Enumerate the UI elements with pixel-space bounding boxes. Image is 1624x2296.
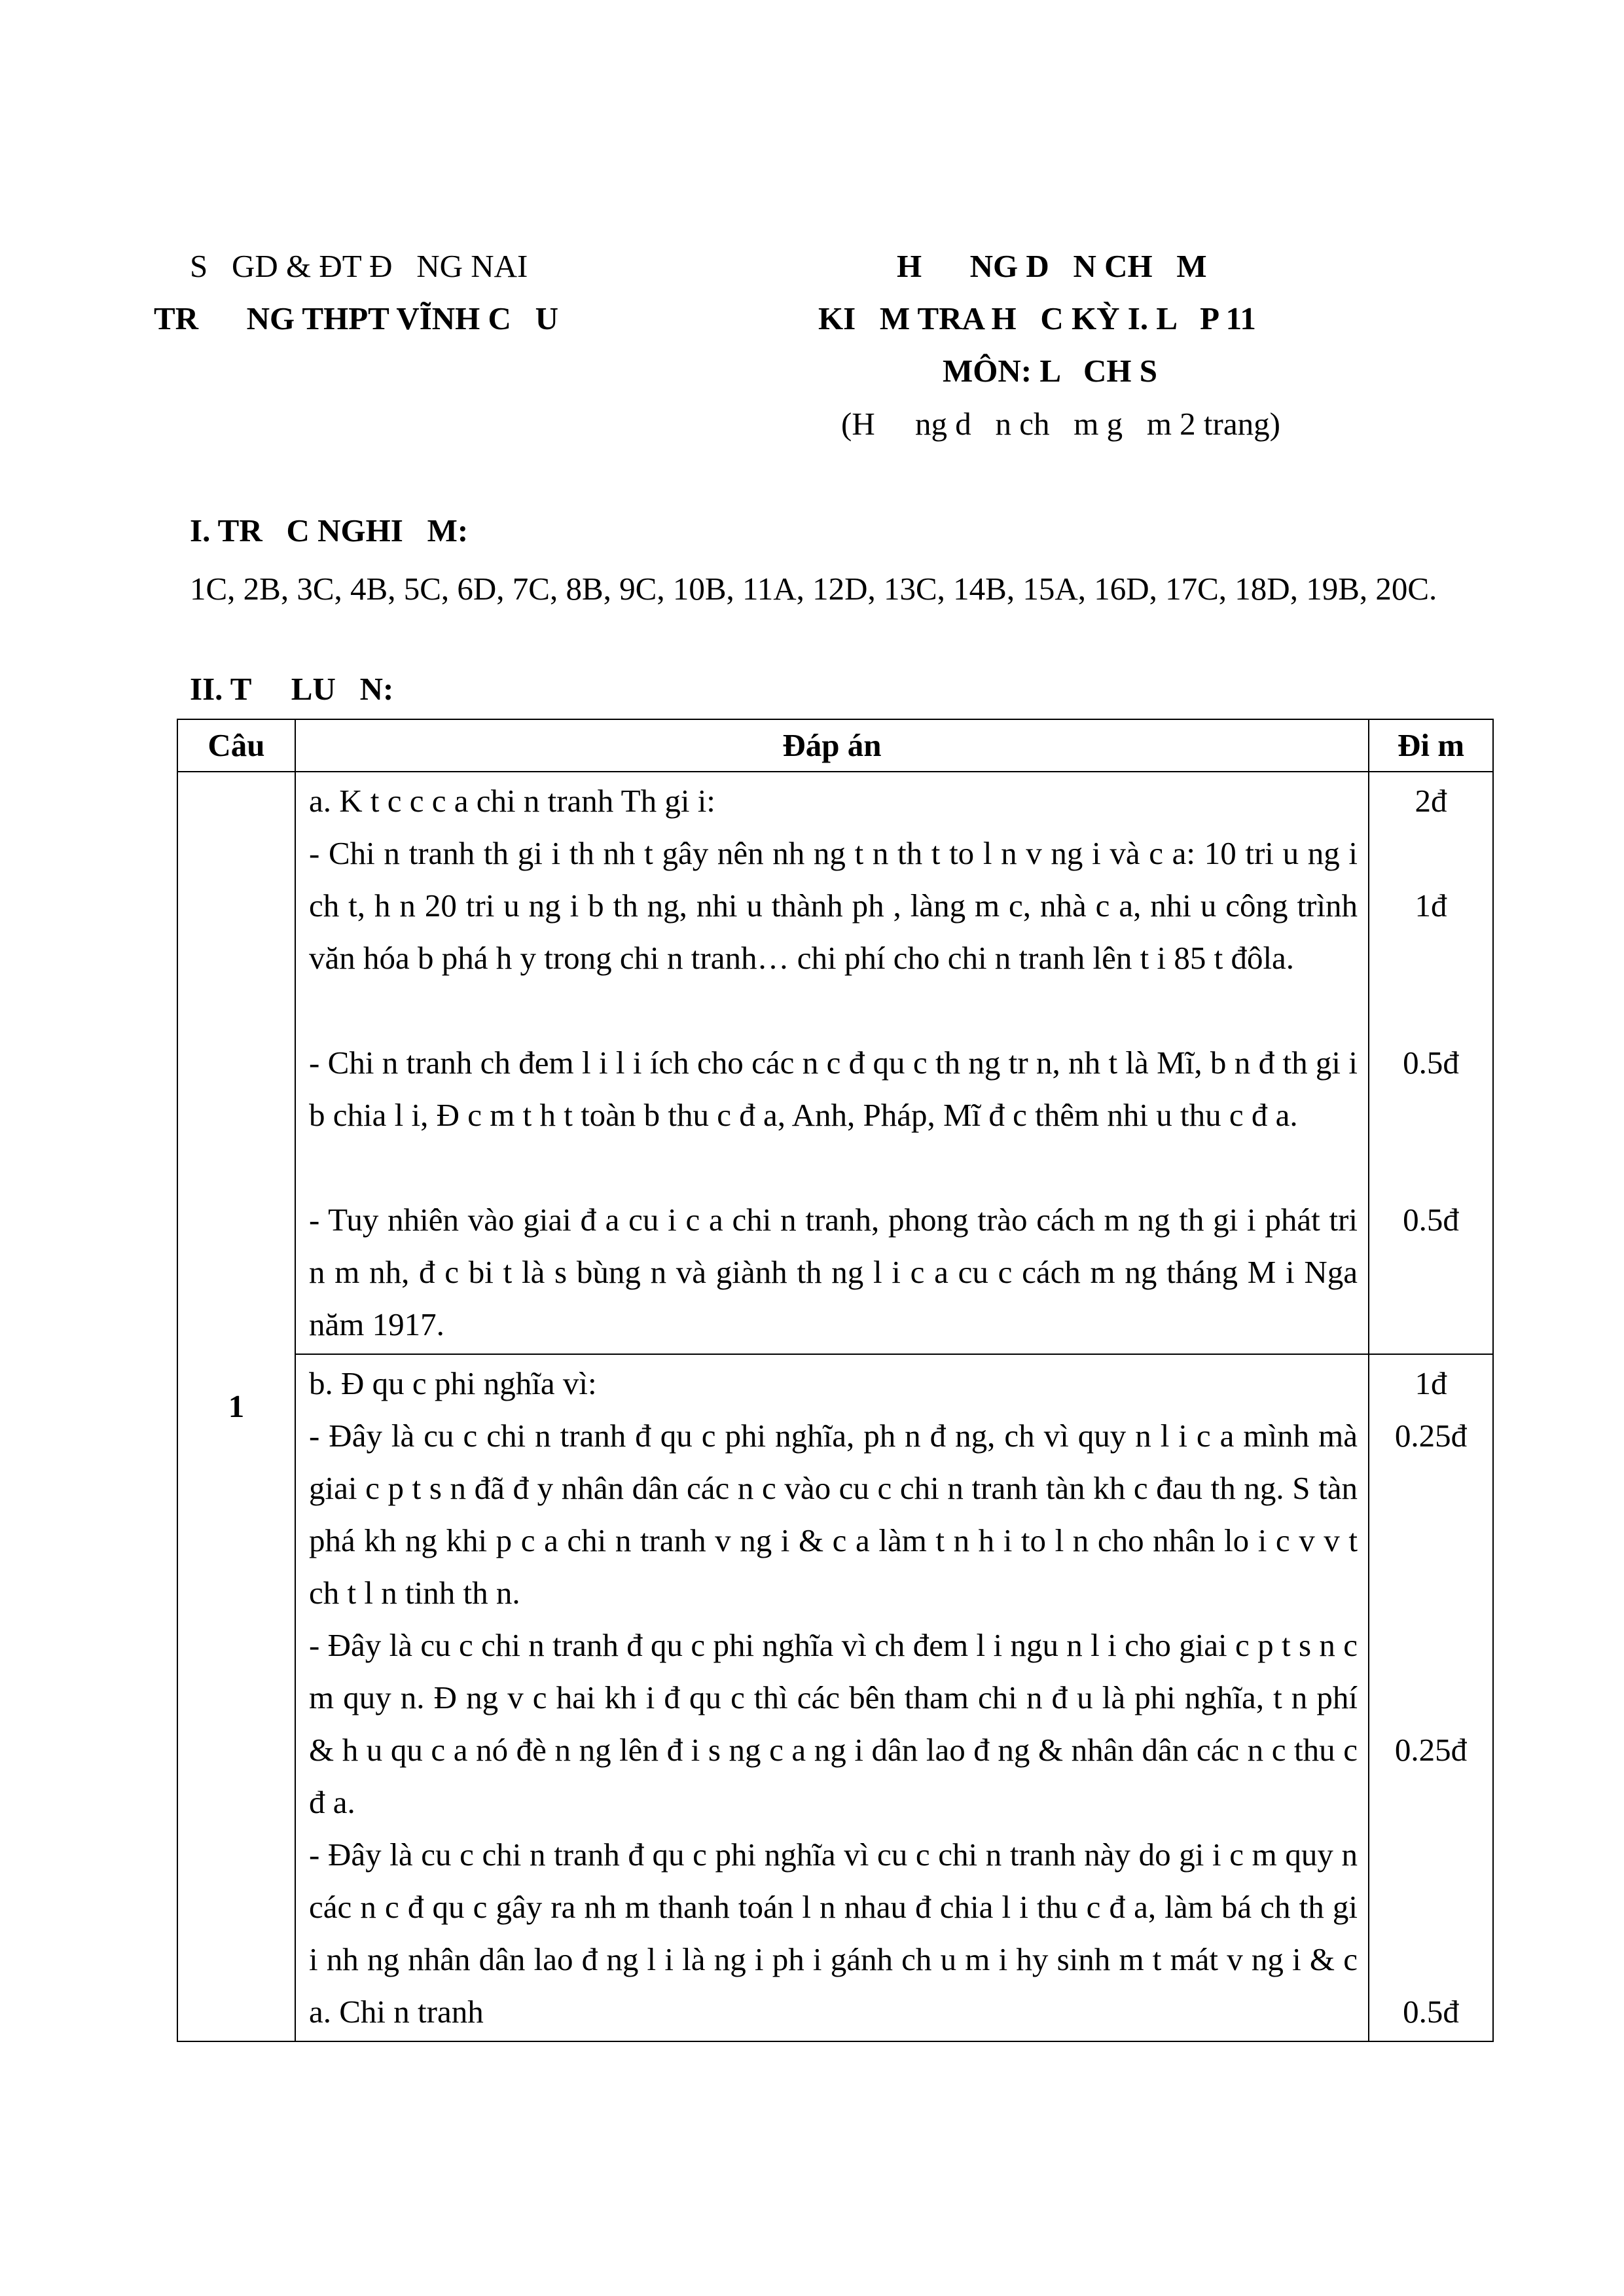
essay-heading: II. T LU N: bbox=[190, 671, 394, 707]
part-a-para-2: - Chi n tranh ch đem l i l i ích cho các n c đ qu c th ng tr n, nh t là Mĩ, b n đ th gi i b chia l i, Đ c m t h t toàn b thu c đ a, Anh, Pháp, Mĩ đ c thêm nhi u thu c đ a. bbox=[309, 1045, 1358, 1133]
document-title: H NG D N CH M bbox=[897, 248, 1207, 284]
part-a-heading: a. K t c c c a chi n tranh Th gi i: bbox=[309, 783, 715, 819]
part-a-heading-points: 2đ bbox=[1415, 783, 1447, 819]
table-row bbox=[177, 1354, 1493, 2041]
header-diem: Đi m bbox=[1369, 719, 1493, 772]
part-b-para-1: - Đây là cu c chi n tranh đ qu c phi nghĩa, ph n đ ng, ch vì quy n l i c a mình mà giai c p t s n đã đ y nhân dân các n c vào cu c chi n tranh tàn kh c đau th ng. S tàn phá kh ng khi p c a chi n tranh v ng i & c a làm t n h i to l n cho nhân lo i c v v t ch t l n tinh th n. bbox=[309, 1418, 1358, 1611]
part-a-content bbox=[295, 772, 1369, 1354]
part-b-para-1-points: 0.25đ bbox=[1394, 1418, 1468, 1454]
part-a-points bbox=[1369, 772, 1493, 1354]
part-b-points bbox=[1369, 1354, 1493, 2041]
part-a-para-1-points: 1đ bbox=[1415, 888, 1447, 924]
part-b-heading: b. Đ qu c phi nghĩa vì: bbox=[309, 1365, 597, 1401]
department-name: S GD & ĐT Đ NG NAI bbox=[190, 248, 528, 284]
part-a-para-3-points: 0.5đ bbox=[1403, 1202, 1459, 1238]
page-count-note: (H ng d n ch m g m 2 trang) bbox=[841, 406, 1280, 442]
multiple-choice-heading: I. TR C NGHI M: bbox=[190, 512, 469, 548]
subject-title: MÔN: L CH S bbox=[943, 353, 1158, 389]
part-a-para-3: - Tuy nhiên vào giai đ a cu i c a chi n tranh, phong trào cách m ng th gi i phát tri n m nh, đ c bi t là s bùng n và giành th ng l i c a cu c cách m ng tháng M i Nga năm 1917. bbox=[309, 1202, 1358, 1342]
answer-table bbox=[177, 719, 1494, 2042]
part-a-para-2-points: 0.5đ bbox=[1403, 1045, 1459, 1081]
table-header-row bbox=[177, 719, 1493, 772]
exam-title: KI M TRA H C KỲ I. L P 11 bbox=[818, 300, 1256, 336]
part-b-para-2: - Đây là cu c chi n tranh đ qu c phi nghĩa vì ch đem l i ngu n l i cho giai c p t s n c m quy n. Đ ng v c hai kh i đ qu c thì các bên tham chi n đ u là phi nghĩa, t n phí & h u qu c a nó đè n ng lên đ i s ng c a ng i dân lao đ ng & nhân dân các n c thu c đ a. bbox=[309, 1627, 1358, 1820]
table-row bbox=[177, 772, 1493, 1354]
header-dap-an: Đáp án bbox=[295, 719, 1369, 772]
part-b-para-2-points: 0.25đ bbox=[1394, 1732, 1468, 1768]
part-b-heading-points: 1đ bbox=[1415, 1365, 1447, 1401]
part-b-para-3: - Đây là cu c chi n tranh đ qu c phi nghĩa vì cu c chi n tranh này do gi i c m quy n các n c đ qu c gây ra nh m thanh toán l n nhau đ chia l i thu c đ a, làm bá ch th gi i nh ng nhân dân lao đ ng l i là ng i ph i gánh ch u m i hy sinh m t mát v ng i & c a. Chi n tranh bbox=[309, 1837, 1358, 2030]
header-cau: Câu bbox=[177, 719, 295, 772]
part-a-para-1: - Chi n tranh th gi i th nh t gây nên nh ng t n th t to l n v ng i và c a: 10 tri u ng i ch t, h n 20 tri u ng i b th ng, nhi u thành ph , làng m c, nhà c a, nhi u công trình văn hóa b phá h y trong chi n tranh… chi phí cho chi n tranh lên t i 85 t đôla. bbox=[309, 835, 1358, 976]
part-b-content bbox=[295, 1354, 1369, 2041]
multiple-choice-answers: 1C, 2B, 3C, 4B, 5C, 6D, 7C, 8B, 9C, 10B, 11A, 12D, 13C, 14B, 15A, 16D, 17C, 18D, 19B, 20C. bbox=[190, 571, 1437, 607]
question-number: 1 bbox=[177, 772, 295, 2041]
school-name: TR NG THPT VĨNH C U bbox=[154, 300, 559, 336]
part-b-para-3-points: 0.5đ bbox=[1403, 1994, 1459, 2030]
